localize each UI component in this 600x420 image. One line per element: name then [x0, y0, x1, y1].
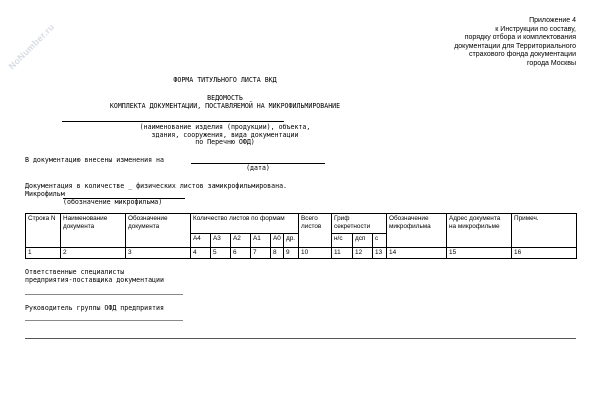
group-head-signature-line	[25, 320, 183, 321]
watermark: NoNumber.ru	[6, 21, 57, 72]
column-number-cell: 15	[447, 248, 512, 259]
specialists-signature-line	[25, 294, 183, 295]
product-caption-line: (наименование изделия (продукции), объекта,	[139, 123, 311, 131]
product-caption-line: по Перечню ОФД)	[195, 138, 255, 147]
header-cell: Всего листов	[299, 214, 332, 248]
microfilm-caption: (обозначение микрофильма)	[63, 198, 163, 206]
appendix-line: страхового фонда документации	[469, 51, 576, 59]
appendix-note	[386, 17, 576, 69]
column-number-cell: 2	[61, 248, 126, 259]
column-number-cell: 16	[512, 248, 577, 259]
subheader-cell: А0	[271, 234, 284, 248]
product-caption	[25, 124, 425, 147]
header-cell: Обозначение микрофильма	[387, 214, 447, 248]
column-number-cell: 4	[191, 248, 211, 259]
document-subtitle: КОМПЛЕКТА ДОКУМЕНТАЦИИ, ПОСТАВЛЯЕМОЙ НА МИКРОФИЛЬМИРОВАНИЕ	[109, 102, 341, 110]
header-cell: Строка N	[26, 214, 61, 248]
column-number-cell: 7	[251, 248, 271, 259]
subheader-cell: А1	[251, 234, 271, 248]
date-caption: (дата)	[246, 164, 270, 172]
microfilm-label: Микрофильм	[25, 190, 65, 198]
subheader-cell: А3	[211, 234, 231, 248]
subheader-cell: др.	[284, 234, 299, 248]
column-number-cell: 13	[373, 248, 387, 259]
appendix-line: документации для Территориального	[454, 42, 576, 50]
subheader-cell: н/с	[332, 234, 353, 248]
header-cell: Обозначение документа	[126, 214, 191, 248]
appendix-line: порядку отбора и комплектования	[464, 34, 576, 42]
column-number-cell: 6	[231, 248, 251, 259]
column-number-cell: 8	[271, 248, 284, 259]
column-number-cell: 5	[211, 248, 231, 259]
subheader-cell: А2	[231, 234, 251, 248]
column-number-cell: 12	[353, 248, 373, 259]
bottom-rule	[25, 338, 576, 339]
subheader-cell: А4	[191, 234, 211, 248]
specialists-line-1: Ответственные специалисты	[25, 268, 125, 276]
subheader-cell: с	[373, 234, 387, 248]
column-number-cell: 14	[387, 248, 447, 259]
header-cell: Наименование документа	[61, 214, 126, 248]
column-number-cell: 11	[332, 248, 353, 259]
column-number-cell: 10	[299, 248, 332, 259]
specialists-label	[25, 269, 164, 284]
documents-table	[25, 213, 577, 259]
document-title: ВЕДОМОСТЬ	[207, 94, 243, 102]
header-cell: Примеч.	[512, 214, 577, 248]
product-caption-line: здания, сооружения, вида документации	[151, 130, 299, 139]
header-cell: Количество листов по формам	[191, 214, 299, 234]
quantity-text: Документация в количестве _ физических листов замикрофильмирована.	[25, 182, 288, 190]
changes-label: В документацию внесены изменения на	[25, 156, 164, 164]
specialists-line-2: предприятия-поставщика документации	[25, 275, 164, 284]
table-header-row	[26, 214, 577, 234]
form-title: ФОРМА ТИТУЛЬНОГО ЛИСТА ВКД	[173, 76, 277, 84]
appendix-line: Приложение 4	[529, 17, 576, 24]
column-number-cell: 1	[26, 248, 61, 259]
header-cell: Гриф секретности	[332, 214, 387, 234]
column-number-row	[26, 248, 577, 259]
column-number-cell: 3	[126, 248, 191, 259]
column-number-cell: 9	[284, 248, 299, 259]
appendix-line: города Москвы	[527, 59, 576, 67]
group-head-label: Руководитель группы ОФД предприятия	[25, 304, 164, 312]
product-name-line	[62, 121, 284, 122]
header-cell: Адрес документа на микрофильме	[447, 214, 512, 248]
appendix-line: к Инструкции по составу,	[495, 25, 576, 33]
subheader-cell: дсп	[353, 234, 373, 248]
